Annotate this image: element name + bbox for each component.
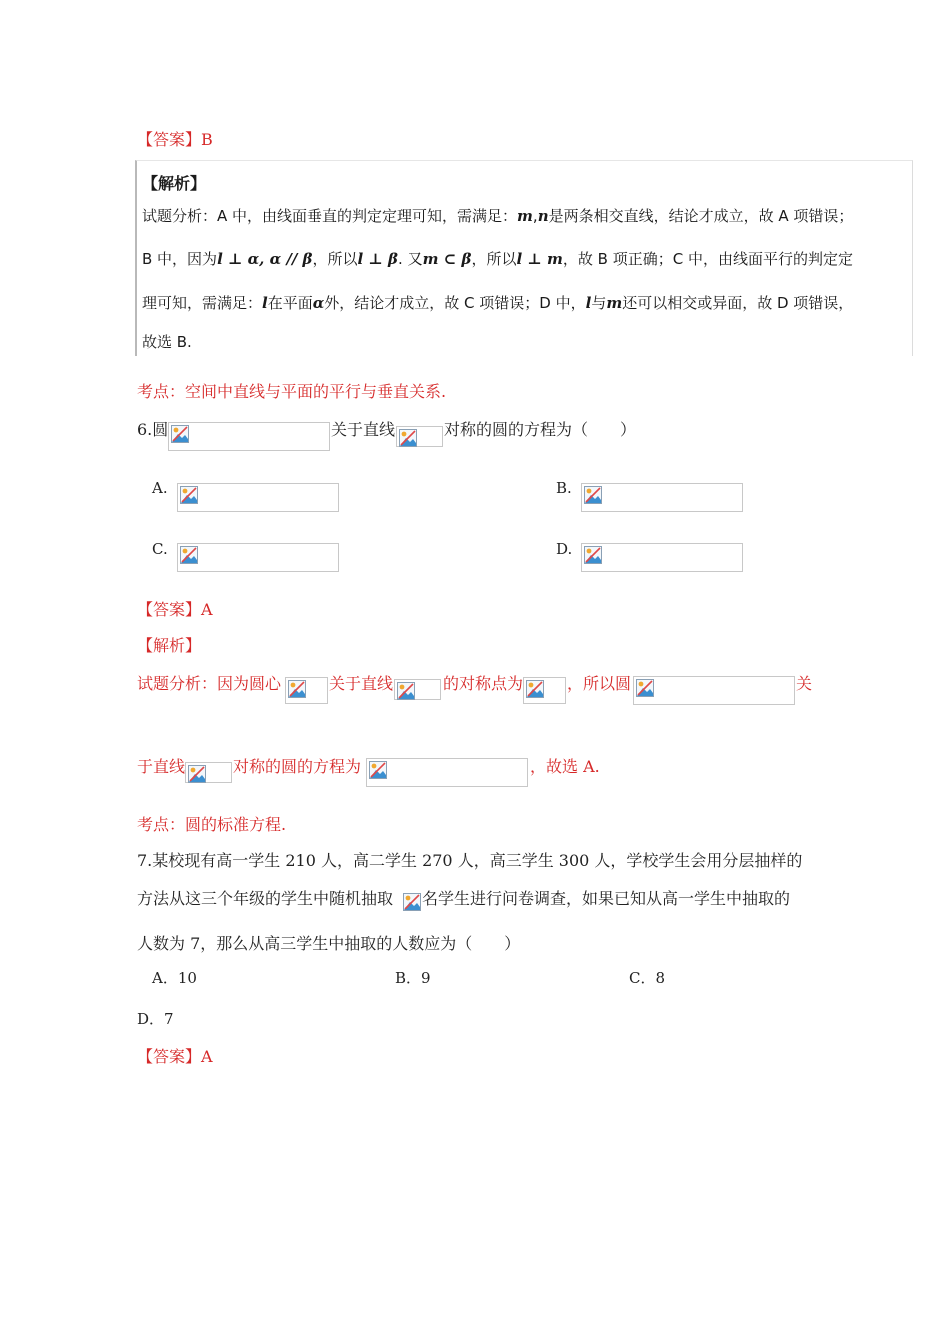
q6-analysis-text: 关于直线 bbox=[329, 674, 394, 693]
formula-image bbox=[396, 426, 443, 447]
broken-image-icon bbox=[397, 682, 415, 700]
broken-image-icon bbox=[636, 679, 654, 697]
broken-image-icon bbox=[188, 765, 206, 783]
q6-analysis-text: ，故选 A. bbox=[530, 757, 600, 776]
q7-option-d: D．7 bbox=[137, 1010, 174, 1028]
q7-option-c: C．8 bbox=[629, 969, 666, 987]
broken-image-icon bbox=[288, 680, 306, 698]
q6-analysis-header: 【解析】 bbox=[137, 636, 202, 655]
broken-image-icon bbox=[180, 546, 198, 564]
q6-option-a-label: A. bbox=[152, 479, 168, 497]
formula-image bbox=[633, 676, 795, 705]
q6-option-c-label: C. bbox=[152, 540, 168, 558]
analysis-line-3: 理可知，需满足：l在平面α外，结论才成立，故 C 项错误；D 中，l与m还可以相交或异面，故 D 项错误， bbox=[142, 294, 854, 312]
q6-analysis-text: 的对称点为 bbox=[443, 674, 524, 693]
option-b-image bbox=[581, 483, 743, 512]
formula-image bbox=[185, 762, 232, 783]
q5-answer: 【答案】B bbox=[137, 130, 213, 149]
q7-stem-line-2a: 方法从这三个年级的学生中随机抽取 bbox=[137, 889, 394, 908]
q7-stem-line-2b: 名学生进行问卷调查，如果已知从高一学生中抽取的 bbox=[422, 889, 791, 908]
q6-stem-middle: 关于直线 bbox=[331, 420, 396, 439]
broken-image-icon bbox=[369, 761, 387, 779]
option-d-image bbox=[581, 543, 743, 572]
formula-image bbox=[394, 679, 441, 700]
analysis-header: 【解析】 bbox=[142, 174, 207, 193]
q7-stem-line-3: 人数为 7，那么从高三学生中抽取的人数应为（ ） bbox=[137, 934, 521, 953]
analysis-line-1: 试题分析：A 中，由线面垂直的判定定理可知，需满足：m,n是两条相交直线，结论才成立，故 A 项错误； bbox=[142, 207, 854, 225]
q7-option-a: A．10 bbox=[152, 969, 197, 987]
formula-image bbox=[366, 758, 528, 787]
q7-stem-line-1: 7.某校现有高一学生 210 人，高二学生 270 人，高三学生 300 人，学校学生会用分层抽样的 bbox=[137, 851, 803, 870]
formula-image bbox=[523, 677, 566, 704]
formula-image bbox=[168, 422, 330, 451]
q5-point: 考点：空间中直线与平面的平行与垂直关系. bbox=[137, 382, 447, 401]
formula-image bbox=[403, 891, 421, 912]
q6-analysis-text: 试题分析：因为圆心 bbox=[137, 674, 282, 693]
q6-point: 考点：圆的标准方程. bbox=[137, 815, 287, 834]
q6-option-d-label: D. bbox=[556, 540, 573, 558]
q5-analysis-box bbox=[135, 160, 913, 356]
broken-image-icon bbox=[584, 486, 602, 504]
q6-stem-suffix: 对称的圆的方程为（ ） bbox=[444, 420, 637, 439]
broken-image-icon bbox=[403, 893, 421, 911]
broken-image-icon bbox=[180, 486, 198, 504]
broken-image-icon bbox=[526, 680, 544, 698]
q6-stem-prefix: 6.圆 bbox=[137, 420, 169, 439]
q7-option-b: B．9 bbox=[395, 969, 431, 987]
q6-option-b-label: B. bbox=[556, 479, 572, 497]
option-a-image bbox=[177, 483, 339, 512]
formula-image bbox=[285, 677, 328, 704]
q6-analysis-text: 于直线 bbox=[137, 757, 186, 776]
q6-analysis-text: 对称的圆的方程为 bbox=[233, 757, 362, 776]
q6-answer: 【答案】A bbox=[137, 600, 213, 619]
q6-analysis-text: 关 bbox=[796, 674, 813, 693]
broken-image-icon bbox=[584, 546, 602, 564]
broken-image-icon bbox=[171, 425, 189, 443]
q7-answer: 【答案】A bbox=[137, 1047, 213, 1066]
option-c-image bbox=[177, 543, 339, 572]
analysis-line-2: B 中，因为l ⊥ α, α // β，所以l ⊥ β. 又m ⊂ β，所以l ⊥ m，故 B 项正确；C 中，由线面平行的判定定 bbox=[142, 250, 853, 268]
broken-image-icon bbox=[399, 429, 417, 447]
q6-analysis-text: ，所以圆 bbox=[567, 674, 632, 693]
analysis-line-4: 故选 B. bbox=[142, 333, 192, 351]
